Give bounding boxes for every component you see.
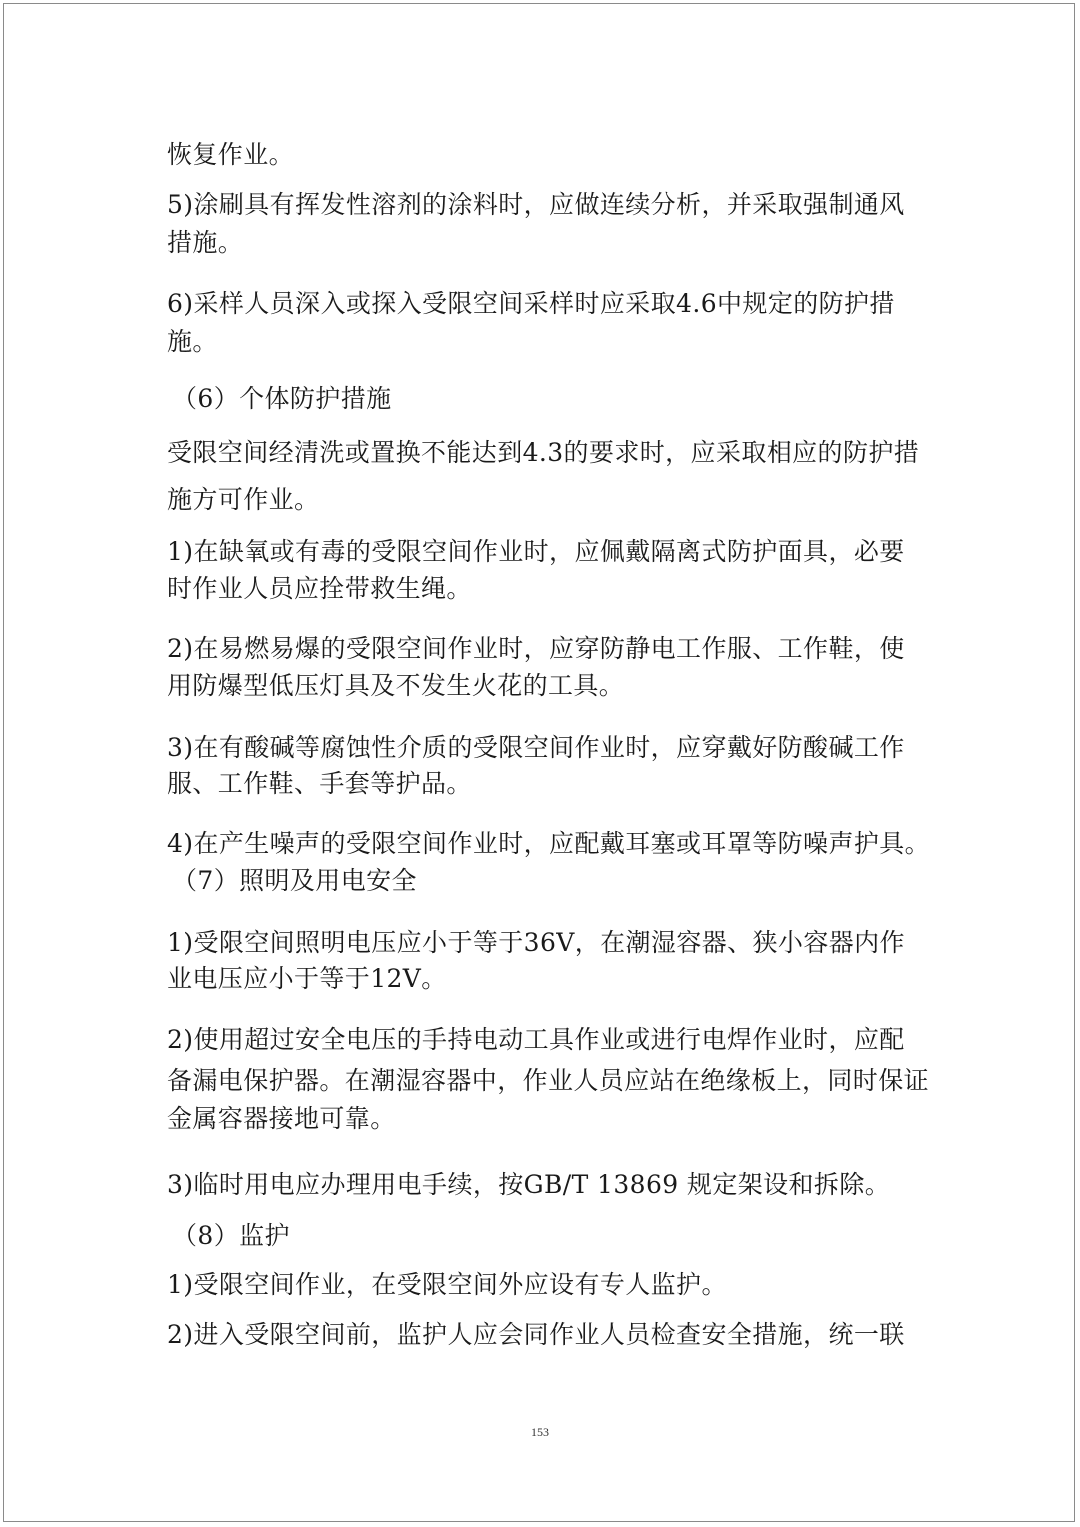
text-line: 施方可作业。 bbox=[167, 485, 320, 514]
document-page bbox=[3, 3, 1075, 1522]
text-line: 6)采样人员深入或探入受限空间采样时应采取4.6中规定的防护措 bbox=[167, 289, 895, 318]
text-line: 4)在产生噪声的受限空间作业时，应配戴耳塞或耳罩等防噪声护具。 bbox=[167, 829, 931, 858]
text-line: 恢复作业。 bbox=[167, 140, 295, 169]
text-line: 1)受限空间作业，在受限空间外应设有专人监护。 bbox=[167, 1270, 727, 1299]
text-line: 时作业人员应拴带救生绳。 bbox=[167, 574, 472, 603]
text-line: 金属容器接地可靠。 bbox=[167, 1104, 396, 1133]
text-line: 用防爆型低压灯具及不发生火花的工具。 bbox=[167, 671, 625, 700]
section-heading: （8）监护 bbox=[172, 1221, 290, 1250]
text-line: 受限空间经清洗或置换不能达到4.3的要求时，应采取相应的防护措 bbox=[167, 438, 920, 467]
section-heading: （7）照明及用电安全 bbox=[172, 866, 417, 895]
text-line: 2)在易燃易爆的受限空间作业时，应穿防静电工作服、工作鞋，使 bbox=[167, 634, 905, 663]
text-line: 服、工作鞋、手套等护品。 bbox=[167, 769, 472, 798]
text-line: 施。 bbox=[167, 327, 218, 356]
text-line: 1)在缺氧或有毒的受限空间作业时，应佩戴隔离式防护面具，必要 bbox=[167, 537, 905, 566]
text-line: 2)进入受限空间前，监护人应会同作业人员检查安全措施，统一联 bbox=[167, 1320, 905, 1349]
page-number: 153 bbox=[531, 1425, 549, 1439]
text-line: 3)临时用电应办理用电手续，按GB/T 13869 规定架设和拆除。 bbox=[167, 1170, 891, 1199]
text-line: 2)使用超过安全电压的手持电动工具作业或进行电焊作业时，应配 bbox=[167, 1025, 905, 1054]
text-line: 3)在有酸碱等腐蚀性介质的受限空间作业时，应穿戴好防酸碱工作 bbox=[167, 733, 905, 762]
text-line: 措施。 bbox=[167, 228, 244, 257]
section-heading: （6）个体防护措施 bbox=[172, 384, 392, 413]
text-line: 1)受限空间照明电压应小于等于36V，在潮湿容器、狭小容器内作 bbox=[167, 928, 905, 957]
text-line: 业电压应小于等于12V。 bbox=[167, 964, 447, 993]
text-line: 备漏电保护器。在潮湿容器中，作业人员应站在绝缘板上，同时保证 bbox=[167, 1066, 930, 1095]
text-line: 5)涂刷具有挥发性溶剂的涂料时，应做连续分析，并采取强制通风 bbox=[167, 190, 905, 219]
